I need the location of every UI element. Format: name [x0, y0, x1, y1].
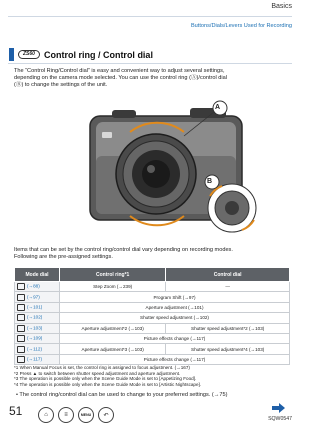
back-button[interactable] [98, 407, 114, 423]
mode-link[interactable]: (→109) [27, 335, 43, 341]
mode-link[interactable]: (→103) [27, 325, 43, 331]
mode-link[interactable]: (→112) [27, 346, 42, 352]
section-breadcrumb[interactable]: Buttons/Dials/Levers Used for Recording [190, 23, 292, 29]
ring-setting: Picture effects change (→117) [60, 354, 290, 364]
table-row [15, 354, 290, 364]
mode-link[interactable]: (→117) [27, 356, 42, 362]
settings-table [14, 267, 290, 365]
document-code: SQW0547 [268, 416, 292, 422]
home-button[interactable] [38, 407, 54, 423]
panorama-icon [17, 335, 25, 342]
ring-setting: Picture effects change (→117) [60, 333, 290, 343]
chapter-title: Basics [271, 3, 292, 10]
table-row [15, 313, 290, 323]
dial-setting: Shutter speed adjustment*4 (→103) [166, 344, 290, 354]
page-number: 51 [9, 404, 23, 418]
heading-accent-bar [9, 48, 14, 61]
scene-guide-icon [17, 346, 25, 353]
home-icon: ⌂ [44, 412, 48, 418]
description-line: Items that can be set by the control ring/control dial vary depending on recording modes. [14, 247, 233, 253]
footnote: *3 The operation is possible only when the Scene Guide Mode is set to [Appetizing Food]. [14, 376, 197, 382]
manual-exposure-icon [17, 325, 25, 332]
menu-button[interactable] [78, 407, 94, 423]
aperture-priority-icon [17, 304, 25, 311]
section-divider [8, 63, 292, 64]
footnote: *1 When Manual Focus is set, the control ring is assigned to focus adjustment. (→167) [14, 365, 190, 370]
table-row [15, 333, 290, 343]
section-title: Control ring / Control dial [43, 49, 153, 60]
footnotes [14, 365, 290, 387]
description-line: Following are the pre-assigned settings. [14, 254, 113, 261]
ring-setting: Aperture adjustment*3 (→103) [60, 344, 166, 354]
table-row [15, 292, 290, 302]
col-control-ring: Control ring*1 [60, 268, 166, 282]
footnote: *2 Press ▲ to switch between shutter speed adjustment and aperture adjustment. [14, 370, 181, 376]
mode-link[interactable]: (→102) [27, 315, 43, 321]
table-row [15, 344, 290, 354]
program-ae-icon [17, 294, 25, 301]
footnote: *4 The operation is possible only when the Scene Guide Mode is set to [Artistic Nightscape]. [14, 381, 202, 387]
ring-setting: Shutter speed adjustment (→102) [60, 313, 290, 323]
intro-paragraph [14, 68, 292, 90]
intelligent-auto-icon [17, 283, 25, 290]
creative-control-icon [17, 356, 25, 363]
model-badge: ZS60 [18, 50, 40, 59]
ring-setting: Aperture adjustment (→101) [60, 302, 290, 312]
col-control-dial: Control dial [166, 268, 290, 282]
table-header-row [15, 268, 290, 282]
ring-setting: Aperture adjustment*2 (→103) [60, 323, 166, 333]
table-row [15, 302, 290, 312]
ring-setting: Program Shift (→97) [60, 292, 290, 302]
mode-link[interactable]: (→97) [27, 294, 40, 300]
camera-illustration [72, 92, 262, 240]
table-row [15, 282, 290, 292]
header-divider [8, 16, 292, 17]
intro-line: The “Control Ring/Control dial” is easy and convenient way to adjust several settings, [14, 68, 225, 74]
next-page-arrow-icon[interactable] [270, 402, 286, 414]
shutter-priority-icon [17, 314, 25, 321]
back-arrow-icon: ↶ [103, 412, 109, 419]
contents-button[interactable] [58, 407, 74, 423]
intro-line: depending on the camera mode selected. You can use the control ring (Ⓐ)/control dial [14, 75, 228, 82]
table-row [15, 323, 290, 333]
menu-label: MENU [80, 413, 92, 417]
mode-link[interactable]: (→101) [27, 304, 43, 310]
dial-setting: Shutter speed adjustment*2 (→103) [166, 323, 290, 333]
description-paragraph [14, 247, 292, 261]
col-mode-dial: Mode dial [15, 268, 60, 282]
mode-link[interactable]: (→88) [27, 283, 40, 289]
callout-a-label: A [215, 104, 221, 111]
callout-b-label: B [207, 178, 213, 185]
ring-setting: Step Zoom (→239) [60, 282, 166, 292]
intro-line: (Ⓑ) to change the settings of the unit. [14, 82, 108, 89]
contents-icon: ≡ [64, 412, 68, 418]
section-heading [9, 48, 153, 61]
bullet-note: • The control ring/control dial can be used to change to your preferred settings. (→75) [16, 392, 228, 398]
dial-setting: — [166, 282, 290, 292]
